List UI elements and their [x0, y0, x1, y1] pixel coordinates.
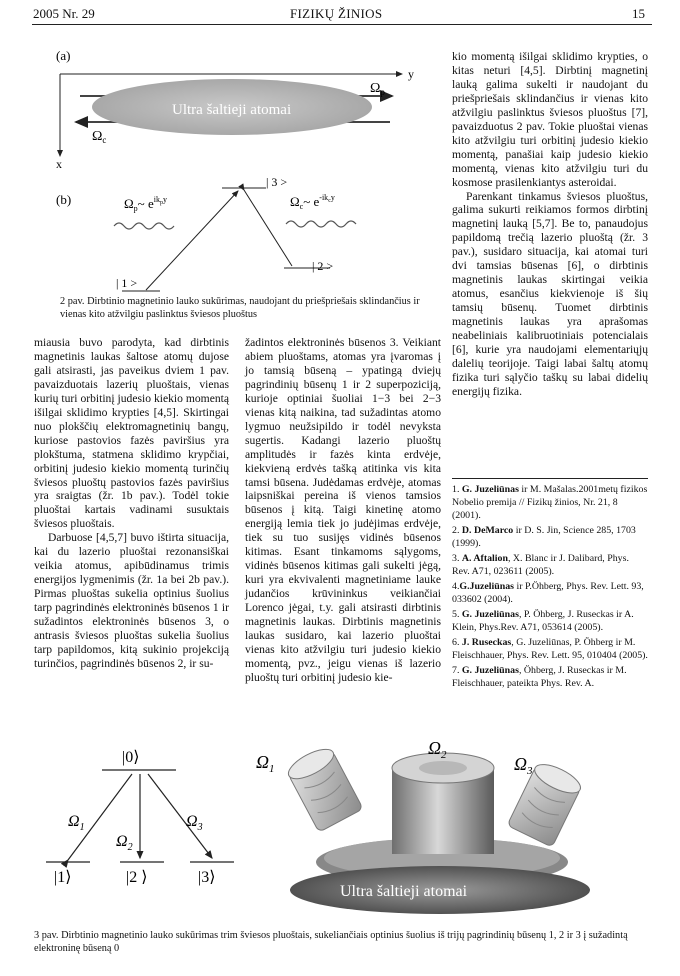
header-rule: [32, 24, 652, 25]
column-right: [452, 50, 648, 399]
figure-3-beams: [246, 740, 650, 926]
level-1-label: |1⟩: [54, 869, 72, 886]
reference: 5. G. Juzeliūnas, P. Öhberg, J. Ruseckas ir A. Klein, Phys.Rev. A71, 053614 (2005).: [452, 609, 634, 633]
paragraph: kio momentą išilgai sklidimo krypties, o kitas neturi [4,5]. Dirbtinį magnetinį lauką galima sukelti ir naudojant du priešpriešais sklindančius ir vienas kito atžvilgiu paslinktus šviesos pluoštus [7], pavaizduotus 2 pav. Tokie pluoštai vienas kito atžvilgiu turi orbitinį judesio kiekio momentą, panašiai kaip judesio kiekio momentą, vienas kito atžvilgiu turi du kosmose prasilenkiantys asteroidai.: [452, 50, 648, 189]
column-left: [34, 336, 229, 671]
atoms-label: Ultra šaltieji atomai: [340, 883, 468, 900]
reference: 3. A. Aftalion, X. Blanc ir J. Dalibard, Phys. Rev. A71, 023611 (2005).: [452, 553, 629, 577]
journal-title: FIZIKŲ ŽINIOS: [290, 6, 383, 21]
level-3-label: |3⟩: [198, 869, 216, 886]
omega-c-label: $\Omega_c$: [92, 129, 107, 145]
beam-1-label: $\Omega_1$: [256, 752, 275, 775]
level-3-label: | 3 >: [266, 175, 288, 189]
transition-3-2-arrow: [244, 190, 292, 266]
paragraph: Darbuose [4,5,7] buvo ištirta situacija, kai du lazerio pluoštai rezonansiškai veikia atomus, apibūdinamus trimis energijos lygmenimis (žr. 1a bei 2b pav.). Pirmas pluoštas sukelia optinius šuolius tarp pagrindinės elektroninės būsenos 1 ir sužadintos elektroninės būsenos 3, o antrasis šviesos pluoštas sukelia šuolius tarp papildomos, kitą sukinio projekciją turinčios, pagrindinės būsenos 2, ir su-: [34, 531, 229, 670]
figure-2: [40, 38, 440, 298]
paragraph: miausia buvo parodyta, kad dirbtinis magnetinis laukas šaltose atomų dujose gali atsirasti, jas paveikus dviem 1 pav. pavaizduotais lazerių pluoštais, vienas kurių turi orbitinį judesio kiekio momentą išilgai sklidimo krypties [4,5]. Skirtingai nuo plokščių elektromagnetinių bangų, kuriose pastovios fazės paviršius yra plokštuma, statmena sklidimo krypčiai, orbitinį judesio kiekio momentą turinčių šviesos pluoštų pastovios fazės paviršius yra sraigtas (žr. 1b pav.). Todėl tokie pluoštai kartais vadinami susuktais šviesos pluoštais.: [34, 336, 229, 531]
beam-2-label: $\Omega_2$: [428, 740, 447, 761]
panel-a-label: (a): [56, 48, 71, 63]
transition-3-arrow: [148, 774, 212, 858]
figure-2-caption: 2 pav. Dirbtinio magnetinio lauko sukūrimas, naudojant du priešpriešais sklindančius ir vienas kito atžvilgiu paslinktus šviesos pluoštus: [60, 296, 420, 320]
paragraph: Parenkant tinkamus šviesos pluoštus, galima sukurti reikiamos formos dirbtinį magnetinį lauką [5,7]. Be to, panaudojus papildomą trečią lazerio pluoštą (žr. 3 pav.), susidaro situacija, kai atomai turi dvi tamsias būsenas [6], o dirbtinis magnetinis laukas skirtingai veikia atomus, esančius kiekvienoje iš šių tamsių būsenų. Tuomet dirbtinis magnetinis laukas yra aprašomas neabeliniais kalibruotiniais potencialais [6], kurie yra naudojami elementariųjų dalelių teorijoje. Taigi labai šaltų atomų fizika turi sąlyčio taškų su labai didelių energijų fizika.: [452, 189, 648, 398]
level-2-label: |2 ⟩: [126, 869, 148, 886]
reference: 6. J. Ruseckas, G. Juzeliūnas, P. Öhberg ir M. Fleischhauer, Phys. Rev. Lett. 95, 010404 (2005).: [452, 637, 648, 661]
omega-3-label: $\Omega_3$: [186, 813, 203, 833]
page-number: 15: [632, 6, 645, 21]
reference: 1. G. Juzeliūnas ir M. Mašalas.2001metų fizikos Nobelio premija // Fizikų žinios, Nr. 21, 8 (2001).: [452, 484, 648, 521]
reference: 2. D. DeMarco ir D. S. Jin, Science 285, 1703 (1999).: [452, 525, 636, 549]
omega-2-label: $\Omega_2$: [116, 833, 133, 853]
wave-c-squiggle: [286, 221, 356, 227]
paragraph: žadintos elektroninės būsenos 3. Veikiant abiem pluoštams, atomas yra įvaromas į jo tamsią būseną – ypatingą dviejų pagrindinių būsenų 1 ir 2 superpoziciją, kurioje optiniai šuoliai 1−3 bei 2−3 vienas kitą naikina, tad sužadintas atomo lygmuo neužsipildo ir todėl nevyksta sugertis. Kadangi lazerio pluoštų amplitudės ir fazės kinta erdvėje, kiekvieną erdvės tašką atitinka vis kita tamsi būsena. Judėdamas erdvėje, atomas laipsniškai pereina iš vienos tamsios būsenos į kitą. Taigi kinetinę atomo energiją lemia tiek jo judėjimas erdvėje, tiek su tuo susijęs vidinės būsenos kitimas. Esant tinkamoms sąlygoms, vidinės būsenos kitimas gali sukelti jėgą, kuri yra ekvivalenti magnetiniame lauke judančios krūvininkus veikiančiai Lorenco jėgai, t.y. gali atsirasti dirbtinis magnetinis laukas. Dirbtinis magnetinis laukas susidaro, kai lazerio pluoštai vienas kito atžvilgiu turi judesio kiekio momentą, pvz., jeigu vienas iš lazerio pluoštų turi orbitinį judesio kie-: [245, 336, 441, 684]
level-1-label: | 1 >: [116, 276, 138, 290]
column-middle: [245, 336, 441, 685]
references-rule: [452, 478, 648, 479]
atoms-label: Ultra šaltieji atomai: [172, 102, 292, 118]
beam-1-cylinder: [284, 743, 363, 832]
x-axis-label: x: [56, 157, 62, 171]
reference: 7. G. Juzeliūnas, Öhberg, J. Ruseckas ir M. Fleischhauer, pateikta Phys. Rev. A.: [452, 665, 627, 689]
panel-b-label: (b): [56, 192, 72, 207]
issue-label: 2005 Nr. 29: [33, 6, 95, 21]
omega-p-label: $\Omega_p$: [370, 81, 385, 97]
reference: 4.G.Juzeliūnas ir P.Öhberg, Phys. Rev. Lett. 93, 033602 (2004).: [452, 581, 644, 605]
omega-1-label: $\Omega_1$: [68, 813, 85, 833]
level-0-label: |0⟩: [122, 749, 140, 766]
figure-3-caption: 3 pav. Dirbtinio magnetinio lauko sukūrimas trim šviesos pluoštais, sukeliančiais optinius šuolius iš trijų pagrindinių būsenų 1, 2 ir 3 į sužadintą elektroninę būseną 0: [34, 930, 628, 954]
beam-2-inner: [419, 761, 467, 775]
wave-c-formula: $\Omega_c\sim$ $e^{-ik}cy$: [290, 193, 335, 211]
wave-p-formula: $\Omega_p\sim$ $e^{ik}py$: [124, 195, 167, 213]
wave-p-squiggle: [114, 223, 174, 229]
beam-3-label: $\Omega_3$: [514, 754, 533, 777]
figure-3-level-diagram: [36, 742, 246, 892]
y-axis-label: y: [408, 67, 414, 81]
references: [452, 483, 648, 692]
level-2-label: | 2 >: [312, 259, 334, 273]
